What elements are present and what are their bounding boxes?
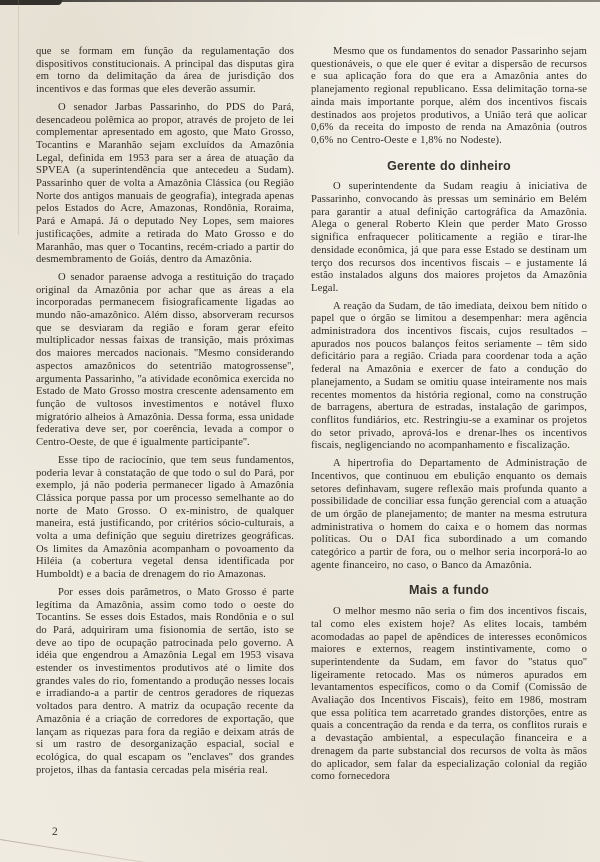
article-body	[36, 46, 587, 789]
paragraph: A reação da Sudam, de tão imediata, deixou bem nítido o papel que o órgão se limitou a desempenhar: mera agência administradora dos incentivos fiscais, cujos resultados – apurados nos poucos balanços feitos seriamente – têm sido deficitário para a região. Criada para coordenar toda a ação federal na Amazônia e exercer de fato a condução do planejamento, a Sudam se omitiu quase inteiramente nos mais recentes momentos da história regional, como na construção de barragens, abertura de estradas, instalação de garimpos, conflitos fundiários, etc. Restringiu-se a examinar os projetos do setor privado, aprová-los e drenar-lhes os incentivos fiscais, negligenciando no acompanhamento e fiscalização.	[311, 300, 587, 452]
scan-corner-mark	[0, 0, 62, 5]
paragraph: O senador Jarbas Passarinho, do PDS do Pará, desencadeou polêmica ao propor, através de projeto de lei complementar apresentado em agosto, que Mato Grosso, Tocantins e Maranhão sejam excluídos da Amazônia Legal, definida em 1953 para ser a área de atuação da SPVEA (a superintendência que antecedeu a Sudam). Passarinho quer de volta a Amazônia Clássica (ou Região Norte dos antigos manuais de geografia), integrada apenas pelos Estados do Acre, Amazonas, Rondônia, Roraima, Pará e Amapá. Já o deputado Ney Lopes, sem maiores justificações, admite a retirada do Mato Grosso e do Maranhão, mas quer o Tocantins, recém-criado a partir do desmembramento de Goiás, dentro da Amazônia.	[36, 101, 294, 266]
paragraph: A hipertrofia do Departamento de Administração de Incentivos, que continuou em ebulição enquanto os demais setores definhavam, sugere reflexão mais profunda quanto a possibilidade de conciliar essa função gerencial com a atuação de um órgão de planejamento; de manter na mesma estrutura administrativa o homem do caixa e o homem das normas políticas. Ou o DAI fica subordinado a um comando categórico a partir de fora, ou o melhor seria incorporá-lo ao agente financeiro, no caso, o Banco da Amazônia.	[311, 458, 587, 571]
scan-top-edge	[0, 0, 600, 2]
paragraph: O superintendente da Sudam reagiu à iniciativa de Passarinho, convocando às pressas um seminário em Belém para garantir a atual definição cartográfica da Amazônia. Alega o general Roberto Klein que perder Mato Grosso significa enfraquecer politicamente a região e tirar-lhe densidade econômica, já que para esse Estado se destinam um terço dos recursos dos incentivos fiscais – e justamente lá estão instalados alguns dos maiores projetos da Amazônia Legal.	[311, 181, 587, 294]
paragraph-continuation: que se formam em função da regulamentação dos dispositivos constitucionais. A principal das disputas gira em torno da delimitação da área de jurisdição dos incentivos e das formas que eles deverão assumir.	[36, 46, 294, 96]
section-heading-gerente-do-dinheiro: Gerente do dinheiro	[387, 158, 511, 173]
crease-line	[0, 838, 167, 862]
page-number: 2	[52, 826, 58, 838]
section-heading-mais-a-fundo: Mais a fundo	[409, 583, 489, 598]
left-column	[36, 46, 294, 789]
paragraph: Por esses dois parâmetros, o Mato Grosso é parte legítima da Amazônia, assim como todo o oeste do Tocantins. Se esses dois Estados, mais Rondônia e o sul do Pará, adquiriram uma fisionomia de sertão, isto se deve ao tipo de ocupação patrocinada pelo governo. A idéia que engendrou a Amazônia Legal em 1953 visava estender os investimentos produtivos até o limite dos grandes vales do rio, fomentando a produção nesses locais e irradiando-a a partir de centros geradores de riquezas voltados para dentro. A matriz da ocupação recente da Amazônia é a criação de corredores de exportação, que lançam as riquezas para fora da região e deixam atrás de si um rastro de desorganização espacial, social e ecológica, do qual escapam os ''enclaves'' dos grandes projetos, ilhas da fantasia cercadas pela miséria real.	[36, 586, 294, 776]
paragraph: Esse tipo de raciocínio, que tem seus fundamentos, poderia levar à constatação de que todo o sul do Pará, por exemplo, já não poderia permanecer ligado à Amazônia Clássica porque passa por um processo semelhante ao do norte de Mato Grosso. O ex-ministro, de qualquer maneira, está justificando, por critérios sócio-culturais, a volta a uma definição que seguiu diretrizes geográficas. Os limites da Amazônia acompanham o povoamento da Hiléia (a cobertura vegetal densa identificada por Humboldt) e a bacia de drenagem do rio Amazonas.	[36, 454, 294, 581]
right-column	[311, 46, 587, 789]
paper-fold-line	[18, 0, 19, 235]
paragraph: O melhor mesmo não seria o fim dos incentivos fiscais, tal como eles existem hoje? As elites locais, também acomodadas ao papel de apêndices de interesses econômicos maiores e externos, reagem instintivamente, como o superintendente da Sudam, em favor do ''status quo'' ligeiramente retocado. Mas os números apurados em levantamentos específicos, como o da Comif (Comissão de Avaliação dos Incentivos Fiscais), feito em 1986, mostram que essa política tem acarretado grandes distorções, entre as quais a concentração da renda e da terra, os conflitos rurais e a devastação ambiental, a especulação financeira e a drenagem da parte substancial dos recursos de volta às mãos do aplicador, sem falar da especialização colonial da região como fornecedora	[311, 606, 587, 783]
paragraph: Mesmo que os fundamentos do senador Passarinho sejam questionáveis, o que ele quer é evitar a dispersão de recursos e sua aplicação fora do que era a Amazônia antes do planejamento regional republicano. Essa delimitação torna-se ainda mais importante porque, além dos incentivos fiscais destinados aos projetos produtivos, a União terá que aolicar 0,6% da receita do imposto de renda na Amazônia (outros 0,6% no Centro-Oeste e 1,8% no Nodeste).	[311, 46, 587, 146]
paragraph: O senador paraense advoga a restituição do traçado original da Amazônia por achar que as áreas a ela incorporadas permanecem fisiograficamente ligadas ao mundo não-amazônico. Além disso, absorveram recursos que se desviaram da região e foram gerar efeito multiplicador nessas faixas de transição, mais próximas dos maiores mercados nacionais. ''Mesmo considerando aspectos amazônicos do setentrião matogrossense'', argumenta Passarinho, ''a atividade econômica exercida no Estado de Mato Grosso mostra crescente adensamento em função de vultosos investimentos e notável fluxo migratório alheios à Amazônia. Dessa forma, essa unidade federativa deve ser, por coerência, levada a compor o Centro-Oeste, de que é igualmente participante''.	[36, 271, 294, 449]
